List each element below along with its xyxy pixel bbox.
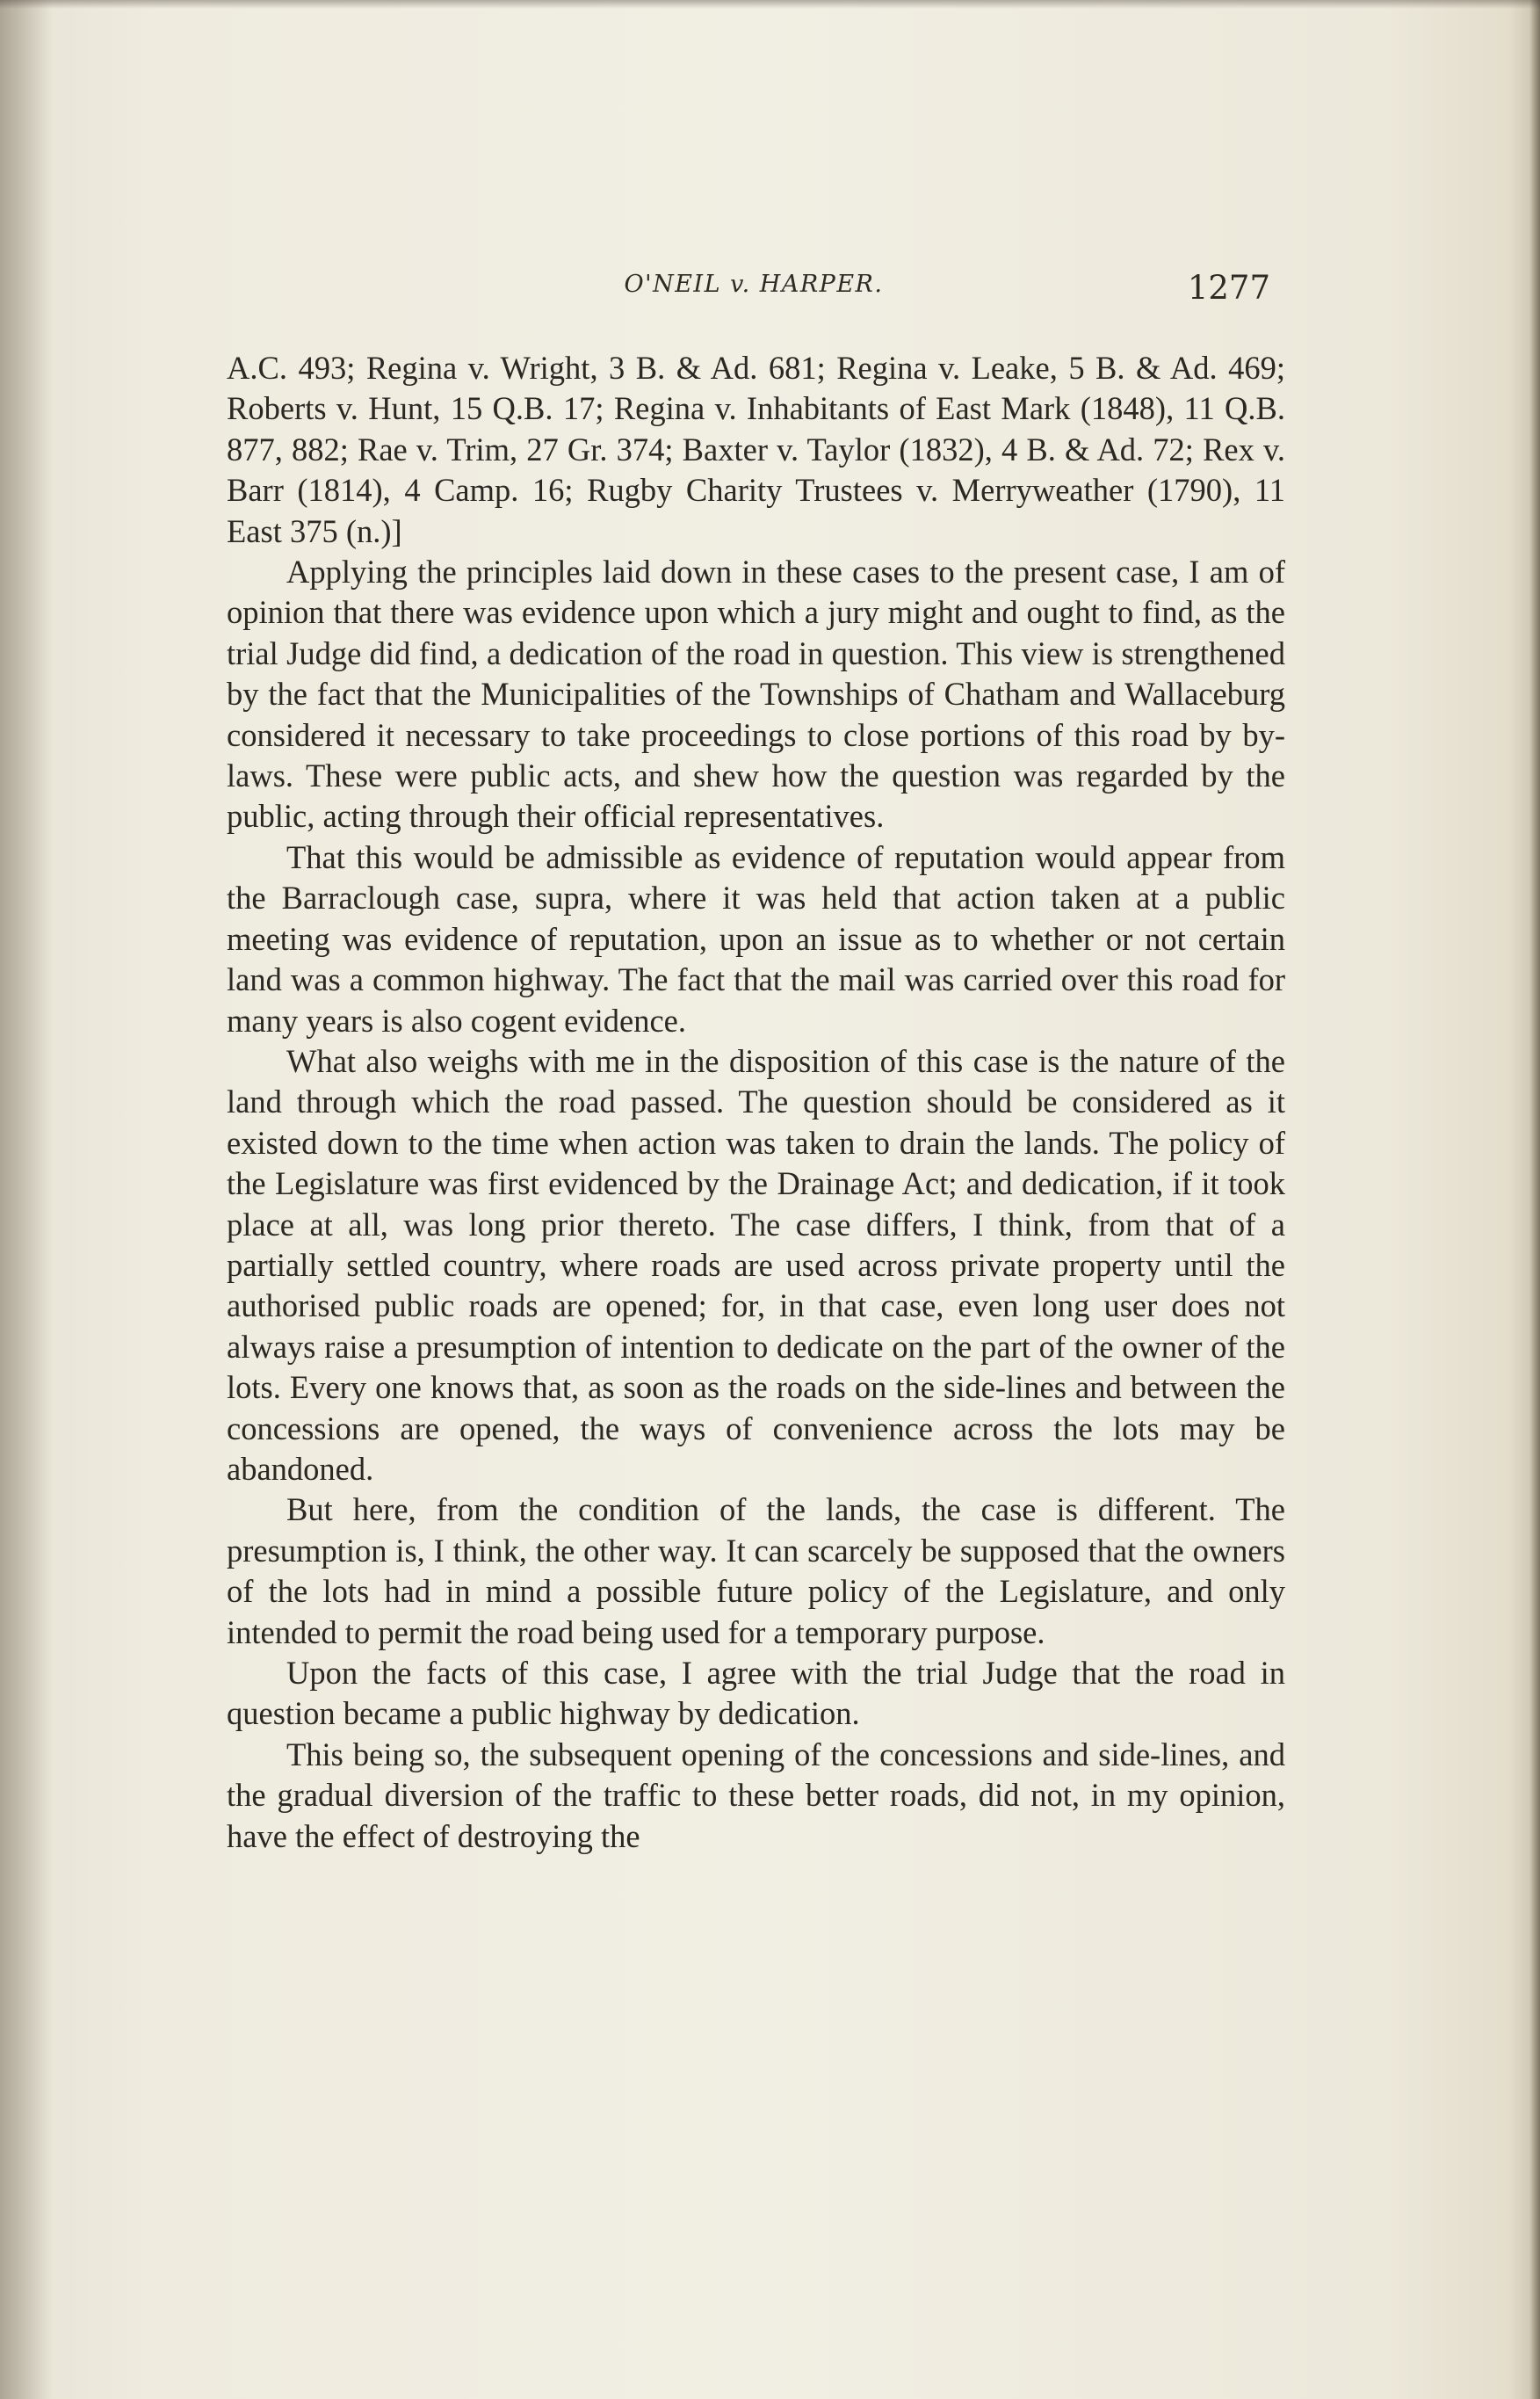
- top-edge-shadow: [0, 0, 1540, 9]
- paragraph-presumption: But here, from the condition of the lands, the case is different. The presumption is, I think, the other way. It can scarcely be supposed that the owners of the lots had in mind a possible future policy of the Legislature, and only intended to permit the road being used for a temporary purpose.: [227, 1491, 1285, 1650]
- running-title: O'NEIL v. HARPER.: [624, 271, 884, 298]
- paragraph-agreement: Upon the facts of this case, I agree with the trial Judge that the road in question became a public highway by dedication.: [227, 1655, 1285, 1732]
- body-text: [227, 348, 1285, 1857]
- spine-shadow: [0, 0, 53, 2399]
- running-head: [227, 264, 1281, 316]
- paragraph-subsequent-opening: This being so, the subsequent opening of the concessions and side-lines, and the gradual diversion of the traffic to these better roads, did not, in my opinion, have the effect of destroying the: [227, 1736, 1285, 1854]
- paragraph-dedication: Applying the principles laid down in these cases to the present case, I am of opinion that there was evidence upon which a jury might and ought to find, as the trial Judge did find, a dedication of the road in question. This view is strengthened by the fact that the Municipalities of the Townships of Chatham and Wallaceburg considered it necessary to take proceedings to close portions of this road by by-laws. These were public acts, and shew how the question was regarded by the public, acting through their official representatives.: [227, 554, 1285, 835]
- paragraph-reputation-evidence: That this would be admissible as evidence of reputation would appear from the Barraclough case, supra, where it was held that action taken at a public meeting was evidence of reputation, upon an issue as to whether or not certain land was a common highway. The fact that the mail was carried over this road for many years is also cogent evidence.: [227, 838, 1285, 1039]
- citation-continuation-paragraph: A.C. 493; Regina v. Wright, 3 B. & Ad. 681; Regina v. Leake, 5 B. & Ad. 469; Roberts v. Hunt, 15 Q.B. 17; Regina v. Inhabitants of East Mark (1848), 11 Q.B. 877, 882; Rae v. Trim, 27 Gr. 374; Baxter v. Taylor (1832), 4 B. & Ad. 72; Rex v. Barr (1814), 4 Camp. 16; Rugby Charity Trustees v. Merryweather (1790), 11 East 375 (n.)]: [227, 350, 1285, 549]
- page-number: 1277: [1187, 269, 1270, 307]
- paragraph-nature-of-land: What also weighs with me in the disposition of this case is the nature of the land through which the road passed. The question should be considered as it existed down to the time when action was taken to drain the lands. The policy of the Legislature was first evidenced by the Drainage Act; and dedication, if it took place at all, was long prior thereto. The case differs, I think, from that of a partially settled country, where roads are used across private property until the authorised public roads are opened; for, in that case, even long user does not always raise a presumption of intention to dedicate on the part of the owner of the lots. Every one knows that, as soon as the roads on the side-lines and between the concessions are opened, the ways of convenience across the lots may be abandoned.: [227, 1042, 1285, 1487]
- page-edge-shadow: [1529, 0, 1540, 2399]
